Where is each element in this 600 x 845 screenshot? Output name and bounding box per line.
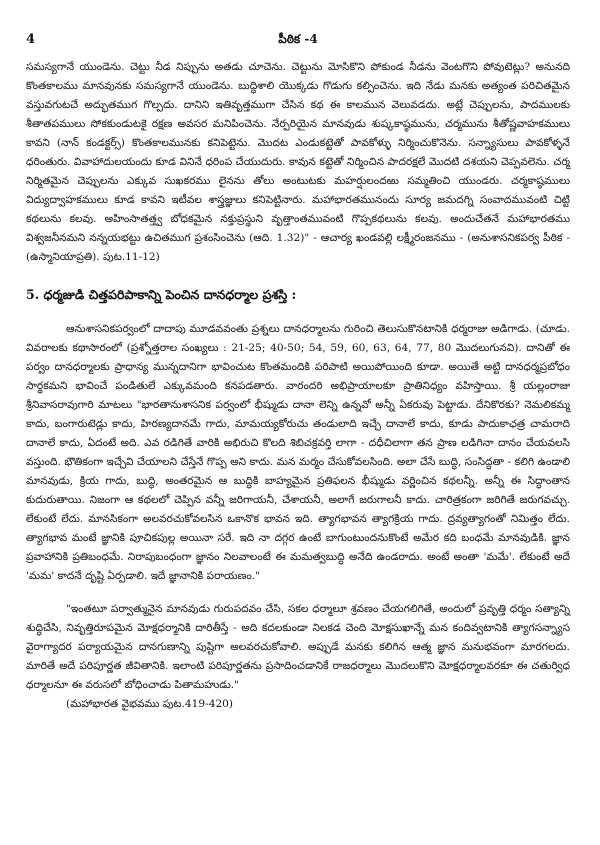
section-paragraph: ఆనుశాసనికపర్వంలో దాదాపు మూడవవంతు ప్రశ్నలు దానధర్మాలను గురించి తెలుసుకొనటానికి ధర్మరాజు అడిగాడు. (చూడు. వివరాలకు కథాసారంలో (ప్రశ్నోత్తరాల సంఖ్యలు : 21-25; 40-50; 54, 59, 60, 63, 64, 77, 80 మొదలుగునవి). దానితో ఈ పర్వం దానధర్మాలకు ప్రాధాన్య మున్నదానిగా భావించుట కొంతమందికి పరిపాటి అయిపోయింది కూడా. అయితే అట్టి దానధర్మప్రబోధం సార్థకమని భావించే పండితులే ఎక్కువమంది కనపడతారు. వారందరి అభిప్రాయాలకూ ప్రాతినిధ్యం వహిస్తాయి. శ్రీ యల్లంరాజు శ్రీనివాసరావుగారి మాటలు "భారతానుశాసనిక పర్వంలో భీష్ముడు దానా లెన్ని ఉన్నవో అన్నీ ఏకరువు పెట్టాడు. దేనికొరకు? నెమలికమ్మ కాదు, బంగారుటెడ్లు కాదు, హిరణ్యదానమే గాదు, మామయ్యకోరుచు తండులాది ఇచ్చే దానాలే కాదు, కూడు పాదుకాఛత్ర చామరాది దానాలే కాదు, ఏదంటే అది. ఎవ రడిగితే వారికి అభిరుచి కొలది శిబిచక్రవర్తి లాగా - దధీచిలాగా తన ప్రాణ లడిగినా దానం చేయవలసి వస్తుంది. భౌతికంగా ఇచ్చేవి చేయాలని చేస్తేనే గొప్ప అని కాదు. మన మర్మం చేసుకోవలసింది. అలా చేసే బుద్ధి, సంసిద్ధతా - కలిగి ఉండాలి మానవుడు, క్రియ గాదు, బుద్ధి, అంతరమైన ఆ బుద్ధికి బాహ్యమైన ప్రతిఫలన భీష్ముడు వర్ణించిన కథలన్నీ. అన్నీ ఈ సిద్ధాంతాన కుదురుతాయి. నిజంగా ఆ కథలలో చెప్పిన వన్నీ జరిగాయనీ, చేశాయనీ, అలాగే జరుగాలనీ కాదు. చారిత్రకంగా జరిగితే జరుగవచ్చు. లేకుంటే లేదు. మానసికంగా అలవరచుకోవలసిన ఒకానొక భావన ఇది. త్యాగభావన త్యాగక్రియ గాదు. ద్రవ్యత్యాగంతో నిమిత్తం లేదు. త్యాగభావ మంటే జ్ఞానికి పూచికపుల్ల అయినా సరే. ఇది నా దగ్గర ఉంటే బాగుంటుందనుకొంటే అమేర కది బంధమే మానవుడికి. జ్ఞాన ప్రవాహానికి ప్రతిబంధమే. నిరాపుబంధంగా జ్ఞానం నిలవాలంటే ఈ మమత్వబుద్ధి అనేది ఉండరాదు. అంటే అంతా 'మమే'. లేకుంటే అదే 'మమ' కాదనే దృష్టి ఏర్పడాలి. ఇదే జ్ఞానానికి పరాయణం." bbox=[26, 323, 570, 582]
running-title: పీఠిక -4 bbox=[278, 32, 318, 46]
intro-paragraph: సమస్యగానే యుండెను. చెట్టు నీడ నిప్పును అతడు చూచెను. చెట్టును మోసికొని పోకుండ నీడను వెంటగొని పోవుటెట్లు? అనునది కొంతకాలము మానవునకు సమస్యగానే యుండెను. బుద్ధిశాలి యొక్కడు గొడుగు కల్పించెను. ఇది నేడు మనకు అత్యంత పరిచితమైన వస్తువగుటచే అద్భుతముగ గొల్పదు. దానిని ఇతివృత్తముగా చేసిన కథ ఈ కాలమున వెలువడదు. అట్లే చెప్పులను, పాదములకు శీతాతపములు సోకకుండుటకై రక్షణ అవసర మనిపించెను. నేర్పరియైన మానవుడు శుష్కకాష్ఠమును, చర్మమును శీతోష్ణవాహకములు కావని (నాన్ కండక్టర్స్) కొంతకాలమునకు కనిపెట్టెను. మొదట ఎండుకట్టెతో పావకోళ్ళు నిర్మించుకొనెను. సన్న్యాసులు పావకోళ్ళనే ధరింతురు. వివాహాదులయందు కూడ వినినే ధరింప చేయుదురు. కావున కట్టెతో నిర్మించిన పాదరక్షలే మొదటి దశయని చెప్పవలెను. చర్మ నిర్మితమైన చెప్పులను ఎక్కువ సుఖకరము లైనను తోలు అంటుటకు మహర్షులందఱు సమ్మతించి యుండరు. చర్మకాష్ఠములు విద్యుద్వాహకములు కూడ కావని ఇటీవల శాస్త్రజ్ఞులు కనిపెట్టినారు. మహాభారతమునందు సూర్య జమదగ్ని సంవాదమువంటి చిట్టి కథలును కలవు. అహింసాతత్త్వ బోధకమైన నక్తుప్రస్థుని వృత్తాంతమువంటి గొప్పకథలును కలవు. అందుచేతనే మహాభారతము విశ్వజనీనమని నన్నయభట్టు ఉచితముగ ప్రశంసించెను (ఆది. 1.32)" - ఆచార్య ఖండవల్లి లక్ష్మీరంజనము - (అనుశాసనికపర్వ పీఠిక -(ఉస్మానియాప్రతి). పుట.11-12) bbox=[26, 61, 570, 263]
closing-quote bbox=[26, 600, 570, 714]
closing-quote-citation: (మహాభారత వైభవము పుట.419-420) bbox=[66, 698, 234, 710]
page-header bbox=[26, 28, 570, 50]
closing-quote-text: "ఇంతటూ పర్వాత్మునైన మానవుడు గురుపదవం చేసి, సకల ధర్మాలూ శ్రవణం చేయగలిగితే, అందులో ప్రవృత్తి ధర్మం సత్యాన్ని శుద్ధిచేసి, నివృత్తిరూపమైన మోక్షధర్మానికి దారితీస్తే - అది కదలకుండా నిలకడ చెంది మోక్షసుఖాన్నే మన కందివ్వటానికి త్యాగసన్న్యాస వైరాగ్యాదర పర్యాయమైన దానగుణాన్ని పుష్టిగా అలవరచుకోవాలి. అప్పుడే మనకు కలిగిన ఆత్మ జ్ఞాన మనుభవంగా మారగలదు. మారితే అదే పరిపూర్ణత జీవితానికి. ఇలాంటి పరిపూర్ణతను ప్రసాదించడానికే రాజధర్మాలు మొదలుకొని మోక్షధర్మాలవరకూ ఈ చతుర్విధ ధర్మాలనూ ఈ వరుసలో బోధించాడు పితామహుడు." bbox=[26, 603, 570, 691]
page-number: 4 bbox=[26, 32, 36, 47]
section-heading: 5. ధర్మజుడి చిత్తపరిపాకాన్ని పెంచిన దానధర్మాల ప్రశస్తి : bbox=[26, 287, 297, 302]
